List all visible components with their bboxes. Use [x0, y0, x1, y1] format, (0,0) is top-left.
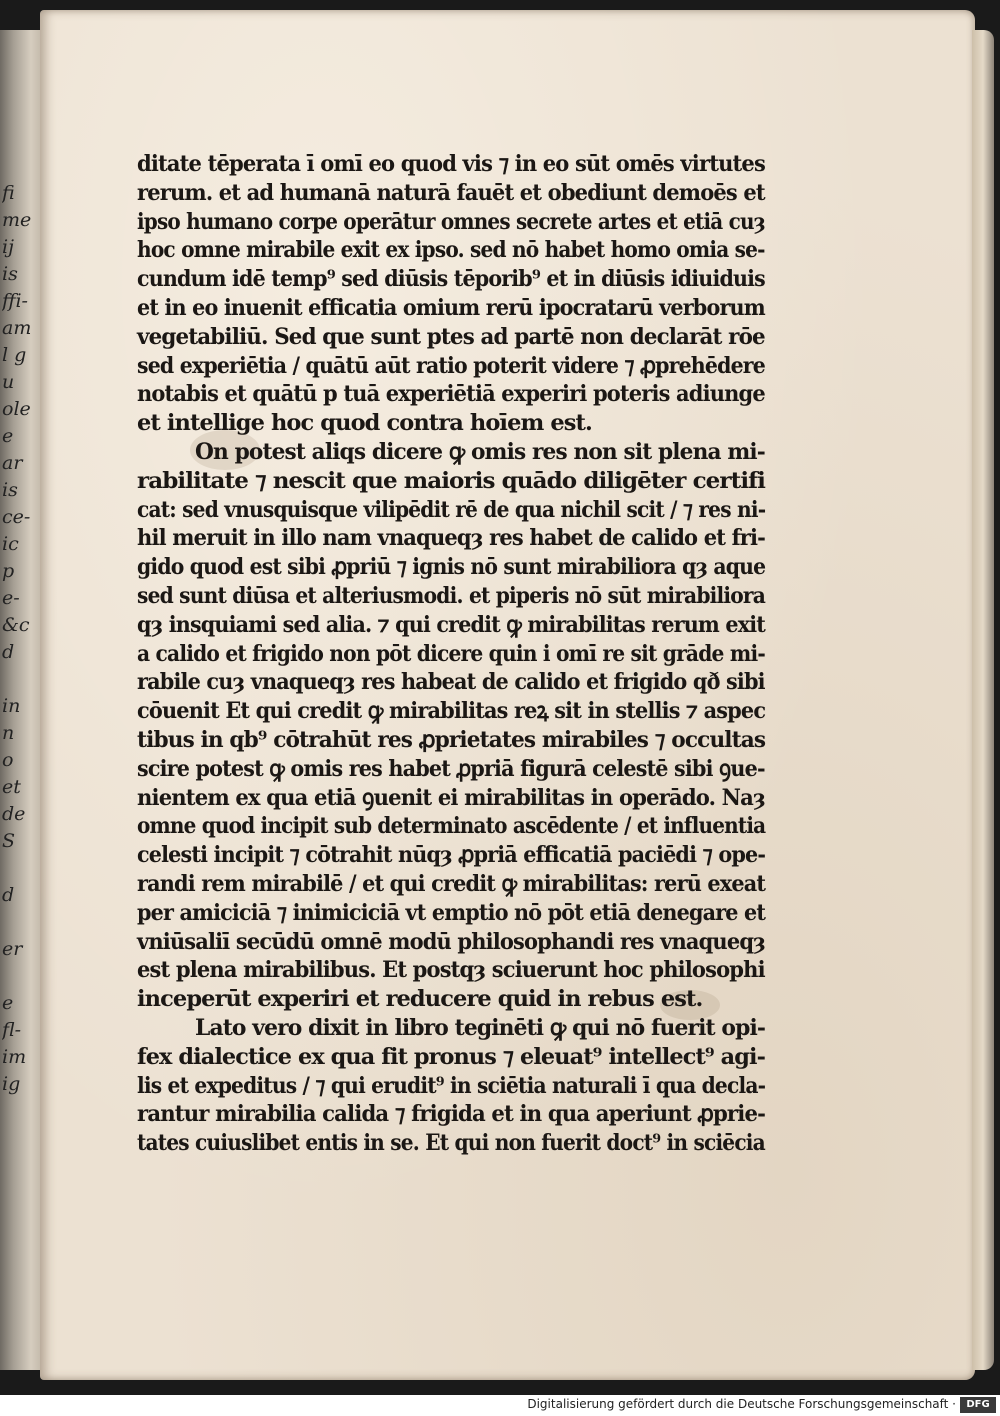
text-line: sed experiētia / quātū aūt ratio poterit videre ⁊ ꝓprehēdere [137, 352, 765, 379]
text-line: et intellige hoc quod contra hoīem est. [137, 410, 592, 437]
left-page-fragment: d [2, 641, 15, 663]
left-page-fragment: u [2, 371, 15, 393]
text-line: rabile cuȝ vnaqueqȝ res habeat de calido et frigido qð sibi [137, 669, 765, 696]
dfg-logo: DFG [960, 1397, 996, 1413]
text-line: vegetabiliū. Sed que sunt ptes ad partē non declarāt rōe [137, 323, 765, 350]
left-page-fragment: ic [2, 533, 19, 555]
text-line: cundum idē temp⁹ sed diūsis tēporib⁹ et in diūsis idiuiduis [137, 266, 765, 293]
text-line: lis et expeditus / ⁊ qui erudit⁹ in sciētia naturali ī qua decla- [137, 1072, 766, 1099]
left-page-fragment: e [2, 425, 14, 447]
left-page-fragment: n [2, 722, 15, 744]
footer-bar [0, 1395, 1000, 1416]
left-page-fragment: ij [2, 236, 14, 258]
text-line: hoc omne mirabile exit ex ipso. sed nō habet homo omia se- [137, 237, 765, 264]
text-line: hil meruit in illo nam vnaqueqȝ res habet de calido et fri- [137, 525, 766, 552]
text-line: sed sunt diūsa et alteriusmodi. et piperis nō sūt mirabiliora [137, 582, 766, 609]
left-page-fragment: fi [2, 182, 15, 204]
left-page-fragment: S [2, 830, 16, 852]
text-line: randi rem mirabilē / et qui credit ꝙ mirabilitas: rerū exeat [137, 870, 766, 897]
text-line: fex dialectice ex qua fit pronus ⁊ eleuat⁹ intellect⁹ agi- [137, 1043, 766, 1070]
left-page-fragment: ffi- [2, 290, 28, 312]
text-line: gido quod est sibi ꝓpriū ⁊ ignis nō sunt mirabiliora qȝ aque [137, 554, 766, 581]
text-line: notabis et quātū p tuā experiētiā experiri poteris adiunge [137, 381, 765, 408]
funding-credit: Digitalisierung gefördert durch die Deutsche Forschungsgemeinschaft · [527, 1397, 956, 1411]
left-page-fragment: o [2, 749, 14, 771]
left-page-fragment: fl- [2, 1019, 22, 1041]
text-line: rerum. et ad humanā naturā fauēt et obediunt demoēs et [137, 179, 765, 206]
left-page-fragment: et [2, 776, 21, 798]
left-page-fragment: in [2, 695, 21, 717]
text-line: ipso humano corpe operātur omnes secrete artes et etiā cuȝ [137, 208, 766, 235]
text-line: et in eo inuenit efficatia omium rerū ipocratarū verborum [137, 294, 765, 321]
text-line: qȝ insquiami sed alia. ⁊ qui credit ꝙ mirabilitas rerum exit [137, 611, 765, 638]
left-page-fragment: ig [2, 1073, 21, 1095]
left-page-fragment: am [2, 317, 32, 339]
left-page-edge [0, 30, 44, 1370]
text-line: ditate tēperata ī omī eo quod vis ⁊ in eo sūt omēs virtutes [137, 151, 765, 177]
text-line: per amiciciā ⁊ inimiciciā vt emptio nō pōt etiā denegare et [137, 899, 766, 926]
left-page-fragment: ole [2, 398, 31, 420]
left-page-fragment: l g [2, 344, 27, 366]
text-block [137, 150, 767, 1158]
left-page-fragment: ar [2, 452, 23, 474]
text-line: tibus in qb⁹ cōtrahūt res ꝓprietates mirabiles ⁊ occultas [137, 726, 766, 753]
left-page-fragment: e [2, 992, 14, 1014]
text-line: est plena mirabilibus. Et postqȝ sciuerunt hoc philosophi [137, 957, 765, 984]
text-line: vniūsaliī secūdū omnē modū philosophandi res vnaqueqȝ [137, 928, 766, 955]
left-page-fragment: is [2, 263, 18, 285]
text-line: inceperūt experiri et reducere quid in rebus est. [137, 986, 703, 1013]
text-line: cat: sed vnusquisque vilipēdit rē de qua nichil scit / ⁊ res ni- [137, 496, 766, 523]
text-line: a calido et frigido non pōt dicere quin i omī re sit grāde mi- [137, 640, 765, 667]
page-edge [972, 30, 994, 1370]
text-line: rabilitate ⁊ nescit que maioris quādo diligēter certifi [137, 467, 765, 494]
text-line: rantur mirabilia calida ⁊ frigida et in qua aperiunt ꝓprie- [137, 1101, 766, 1128]
text-line: celesti incipit ⁊ cōtrahit nūqȝ ꝓpriā efficatiā paciēdi ⁊ ope- [137, 842, 766, 869]
left-page-fragment: im [2, 1046, 27, 1068]
text-line: cōuenit Et qui credit ꝙ mirabilitas reꝝ sit in stellis ⁊ aspec [137, 698, 766, 725]
text-line: tates cuiuslibet entis in se. Et qui non fuerit doct⁹ in sciēcia [137, 1130, 765, 1157]
text-line: Lato vero dixit in libro teginēti ꝙ qui nō fuerit opi- [195, 1014, 766, 1041]
left-page-fragment: d [2, 884, 15, 906]
left-page-fragment: is [2, 479, 18, 501]
text-line: On potest aliqs dicere ꝙ omis res non sit plena mi- [195, 438, 765, 465]
left-page-fragment: &c [2, 614, 30, 636]
left-page-fragment: er [2, 938, 23, 960]
text-line: nientem ex qua etiā ꝯuenit ei mirabilitas in operādo. Naȝ [137, 784, 765, 811]
left-page-fragment: de [2, 803, 26, 825]
left-page-fragment: p [2, 560, 15, 582]
left-page-fragment: ce- [2, 506, 31, 528]
text-line: omne quod incipit sub determinato ascēdente / et influentia [137, 813, 766, 840]
left-page-fragment: me [2, 209, 32, 231]
left-page-fragment: e- [2, 587, 20, 609]
text-line: scire potest ꝙ omis res habet ꝓpriā figurā celestē sibi ꝯue- [137, 755, 765, 782]
